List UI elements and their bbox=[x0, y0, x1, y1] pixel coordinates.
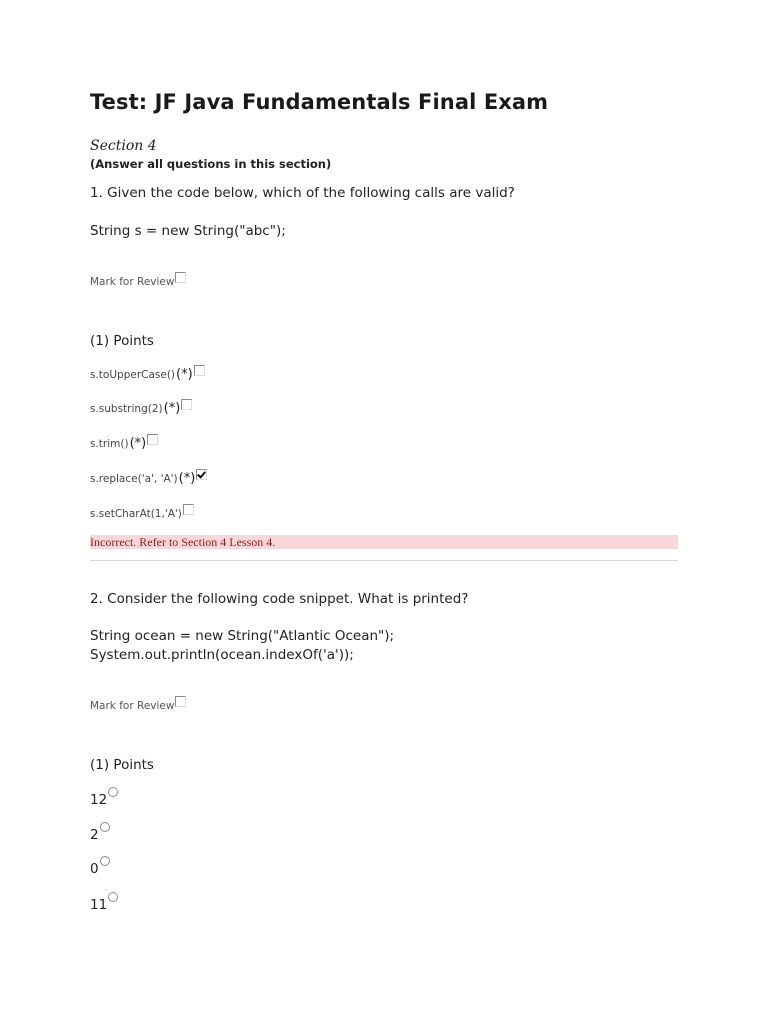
question-2-option-2 bbox=[90, 827, 110, 843]
section-name: Section 4 bbox=[90, 138, 157, 154]
option-label: 12 bbox=[90, 792, 108, 808]
question-1-option-4 bbox=[90, 473, 207, 488]
section-note: (Answer all questions in this section) bbox=[90, 157, 332, 171]
correct-marker: (*) bbox=[178, 471, 196, 486]
correct-marker: (*) bbox=[163, 401, 181, 416]
option-label: s.replace('a', 'A') bbox=[90, 473, 178, 485]
question-2-prompt: 2. Consider the following code snippet. What is printed? bbox=[90, 591, 469, 607]
option-checkbox[interactable] bbox=[147, 434, 158, 445]
option-radio[interactable] bbox=[108, 787, 118, 797]
question-1-code-line-1: String s = new String("abc"); bbox=[90, 223, 286, 239]
mark-for-review-label: Mark for Review bbox=[90, 276, 175, 288]
mark-for-review-checkbox[interactable] bbox=[175, 696, 186, 707]
correct-marker: (*) bbox=[176, 367, 193, 382]
question-divider bbox=[90, 560, 678, 561]
option-radio[interactable] bbox=[100, 856, 110, 866]
question-1-option-3 bbox=[90, 438, 158, 453]
option-label: s.substring(2) bbox=[90, 403, 163, 415]
option-checkbox-checked[interactable] bbox=[196, 469, 207, 480]
correct-marker: (*) bbox=[129, 436, 147, 451]
question-2-points: (1) Points bbox=[90, 757, 154, 773]
option-checkbox[interactable] bbox=[194, 365, 205, 376]
question-1-option-1 bbox=[90, 369, 205, 384]
option-radio[interactable] bbox=[108, 892, 118, 902]
question-2-option-4 bbox=[90, 897, 118, 913]
question-2-code-line-2: System.out.println(ocean.indexOf('a')); bbox=[90, 647, 354, 663]
question-2-option-1 bbox=[90, 792, 118, 808]
page-title: Test: JF Java Fundamentals Final Exam bbox=[90, 90, 549, 114]
option-label: s.setCharAt(1,'A') bbox=[90, 508, 182, 520]
question-2-code-line-1: String ocean = new String("Atlantic Ocean"); bbox=[90, 628, 395, 644]
feedback-message: Incorrect. Refer to Section 4 Lesson 4. bbox=[90, 535, 678, 549]
option-checkbox[interactable] bbox=[183, 504, 194, 515]
option-label: 11 bbox=[90, 897, 108, 913]
question-1-prompt: 1. Given the code below, which of the following calls are valid? bbox=[90, 185, 515, 201]
mark-for-review-label: Mark for Review bbox=[90, 700, 175, 712]
option-label: 2 bbox=[90, 827, 99, 843]
mark-for-review-checkbox[interactable] bbox=[175, 272, 186, 283]
question-1-option-5 bbox=[90, 508, 194, 520]
option-label: 0 bbox=[90, 861, 99, 877]
option-label: s.trim() bbox=[90, 438, 129, 450]
question-1-mark-for-review bbox=[90, 276, 186, 288]
question-2-option-3 bbox=[90, 861, 110, 877]
question-2-mark-for-review bbox=[90, 700, 186, 712]
question-1-points: (1) Points bbox=[90, 333, 154, 349]
option-label: s.toUpperCase() bbox=[90, 369, 176, 381]
question-1-option-2 bbox=[90, 403, 192, 418]
option-checkbox[interactable] bbox=[181, 399, 192, 410]
option-radio[interactable] bbox=[100, 822, 110, 832]
